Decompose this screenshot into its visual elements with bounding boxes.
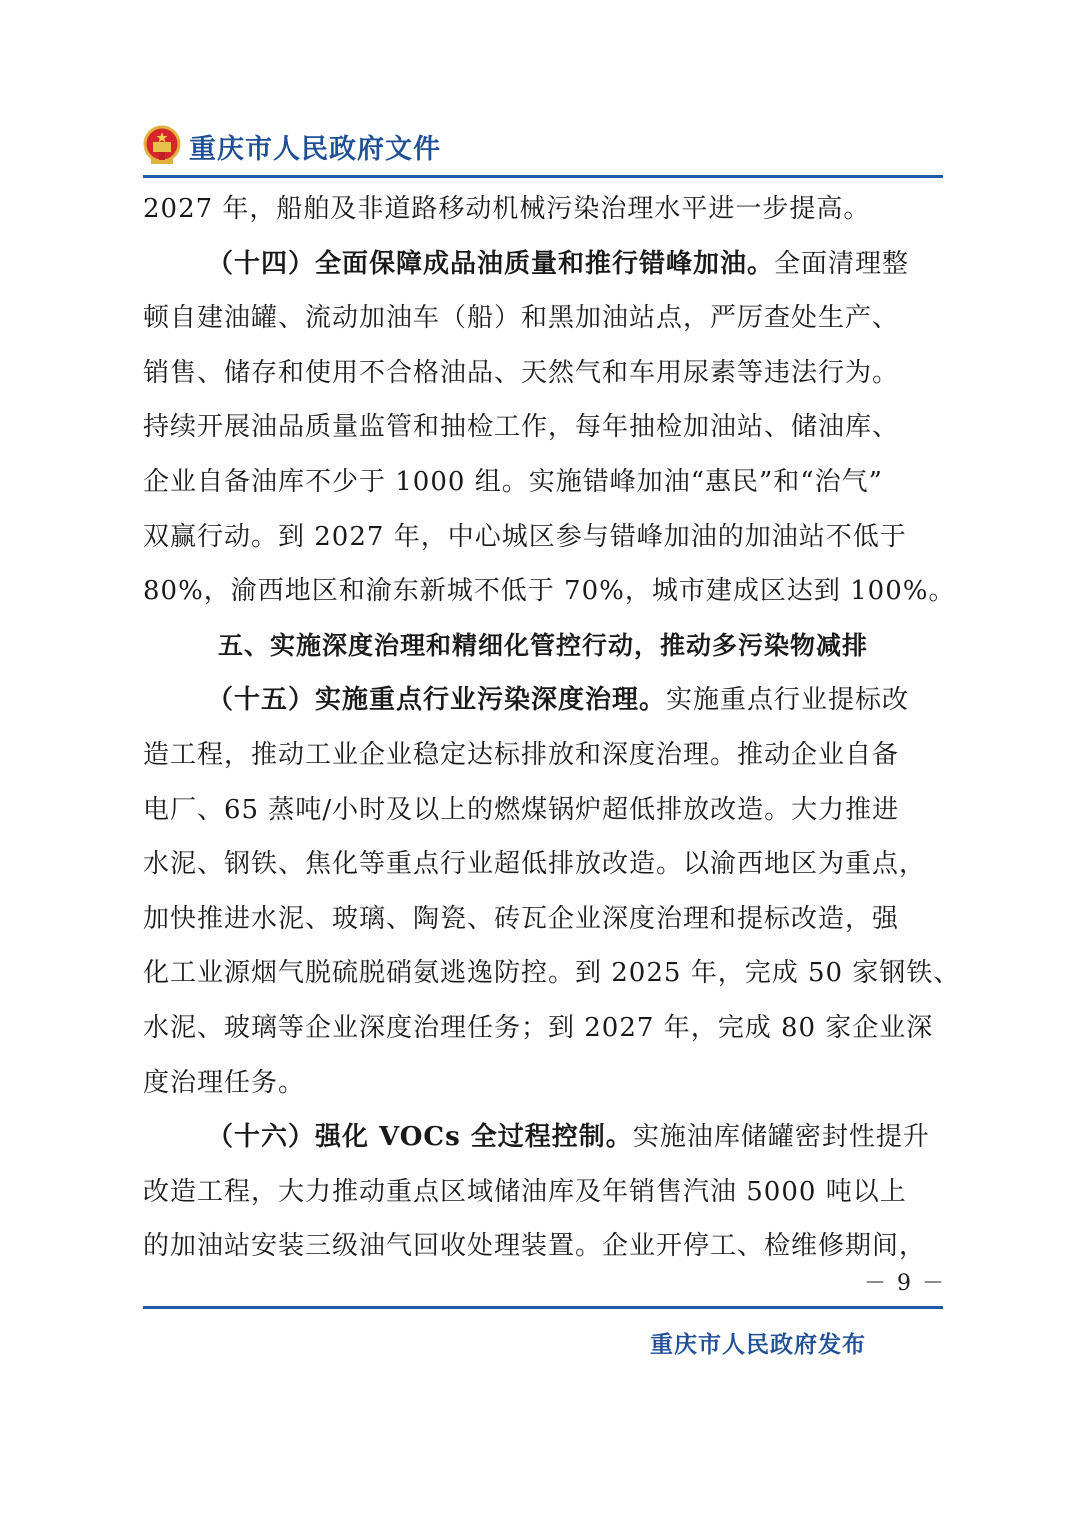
line-text: 实施油库储罐密封性提升 — [632, 1122, 930, 1153]
line-text: 顿自建油罐、流动加油车（船）和黑加油站点，严厉查处生产、 — [143, 303, 900, 334]
body-line — [143, 510, 943, 565]
body-line — [143, 1001, 943, 1056]
line-text: 水泥、钢铁、焦化等重点行业超低排放改造。以渝西地区为重点， — [143, 849, 927, 880]
line-text: 2027 年，船舶及非道路移动机械污染治理水平进一步提高。 — [143, 194, 871, 224]
body-line — [143, 892, 943, 947]
line-text: 加快推进水泥、玻璃、陶瓷、砖瓦企业深度治理和提标改造，强 — [143, 903, 900, 934]
line-text: 企业自备油库不少于 1000 组。实施错峰加油“惠民”和“治气” — [143, 466, 883, 497]
page-number: － 9 － — [864, 1271, 946, 1296]
body-line — [143, 400, 943, 455]
section-heading: 五、实施深度治理和精细化管控行动，推动多污染物减排 — [217, 630, 868, 660]
body-line — [143, 1056, 943, 1111]
line-text: 化工业源烟气脱硫脱硝氨逃逸防控。到 2025 年，完成 50 家钢铁、 — [143, 958, 961, 989]
body-line — [143, 837, 943, 892]
line-text: 水泥、玻璃等企业深度治理任务；到 2027 年，完成 80 家企业深 — [143, 1012, 934, 1043]
footer-divider — [143, 1306, 943, 1309]
line-text: 全面清理整 — [774, 248, 910, 279]
body-line — [143, 673, 943, 728]
body-line — [143, 291, 943, 346]
body-line — [143, 1110, 943, 1165]
paragraph-lead: （十四）全面保障成品油质量和推行错峰加油。 — [207, 248, 775, 279]
body-line — [143, 346, 943, 401]
body-line — [143, 237, 943, 292]
document-body — [143, 182, 961, 1274]
line-text: 实施重点行业提标改 — [666, 685, 910, 716]
document-header — [143, 118, 943, 174]
paragraph-lead: （十六）强化 VOCs 全过程控制。 — [207, 1122, 633, 1153]
document-header-title: 重庆市人民政府文件 — [189, 133, 441, 165]
body-line — [143, 564, 956, 619]
body-line — [143, 1219, 943, 1274]
body-line — [143, 182, 943, 237]
line-text: 度治理任务。 — [143, 1067, 306, 1098]
line-text: 的加油站安装三级油气回收处理装置。企业开停工、检维修期间， — [143, 1231, 927, 1262]
header-divider — [143, 175, 943, 178]
line-text: 改造工程，大力推动重点区域储油库及年销售汽油 5000 吨以上 — [143, 1176, 907, 1207]
body-line — [143, 728, 943, 783]
body-line — [143, 783, 943, 838]
body-line — [143, 946, 961, 1001]
line-text: 持续开展油品质量监管和抽检工作，每年抽检加油站、储油库、 — [143, 412, 900, 443]
national-emblem-icon — [143, 125, 181, 167]
footer-publisher: 重庆市人民政府发布 — [650, 1332, 866, 1358]
line-text: 造工程，推动工业企业稳定达标排放和深度治理。推动企业自备 — [143, 739, 900, 770]
line-text: 电厂、65 蒸吨/小时及以上的燃煤锅炉超低排放改造。大力推进 — [143, 794, 900, 825]
line-text: 销售、储存和使用不合格油品、天然气和车用尿素等违法行为。 — [143, 357, 900, 388]
line-text: 双赢行动。到 2027 年，中心城区参与错峰加油的加油站不低于 — [143, 521, 907, 552]
body-line — [143, 1165, 943, 1220]
body-line — [143, 455, 943, 510]
line-text: 80%，渝西地区和渝东新城不低于 70%，城市建成区达到 100%。 — [143, 576, 956, 607]
paragraph-lead: （十五）实施重点行业污染深度治理。 — [207, 685, 667, 716]
